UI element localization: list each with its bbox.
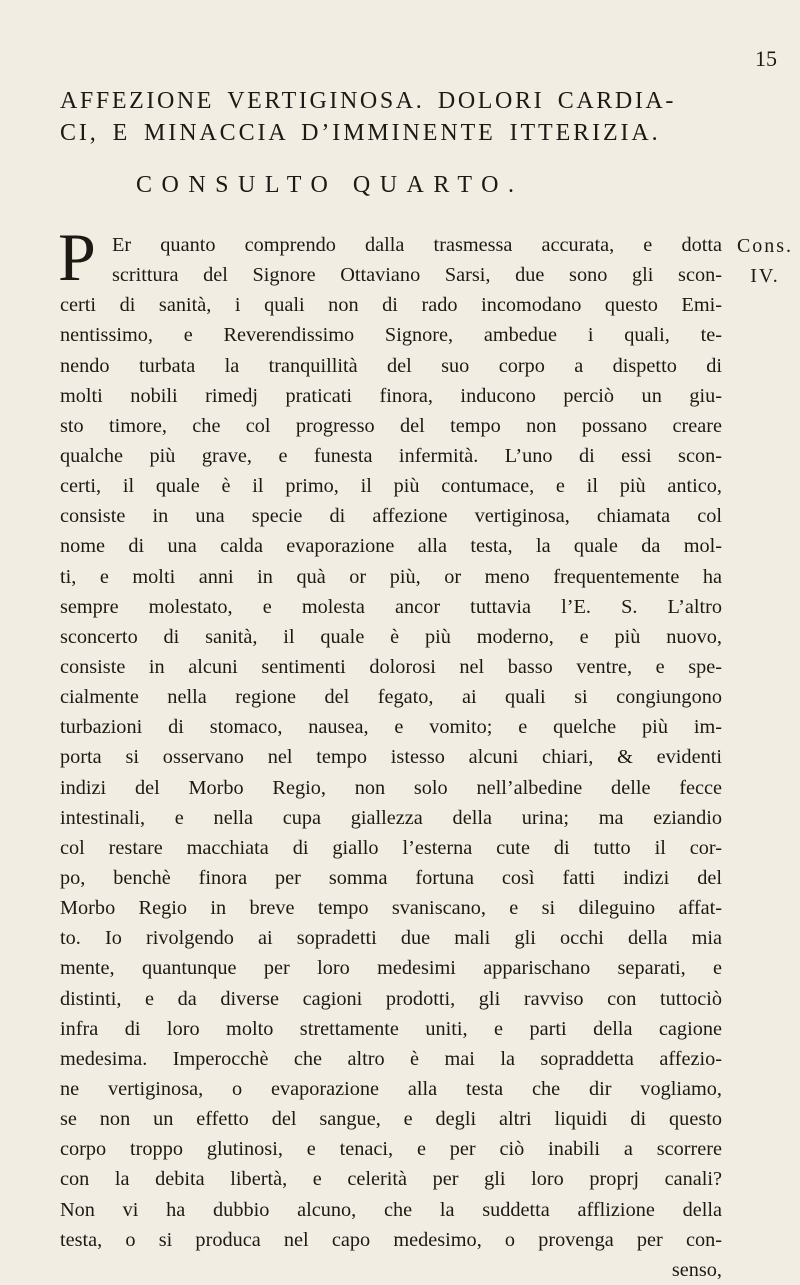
body-text [60, 230, 722, 1285]
body-line: Er quanto comprendo dalla trasmessa accurata, e dotta [112, 234, 722, 256]
body-line: certi, il quale è il primo, il più contumace, e il più antico, [60, 475, 722, 498]
body-line: se non un effetto del sangue, e degli altri liquidi di questo [60, 1108, 722, 1131]
body-line: indizi del Morbo Regio, non solo nell’albedine delle fecce [60, 776, 722, 799]
body-line: sempre molestato, e molesta ancor tuttavia l’E. S. L’altro [60, 595, 722, 618]
body-line: consiste in una specie di affezione vertiginosa, chiamata col [60, 505, 722, 528]
body-line: mente, quantunque per loro medesimi apparischano separati, e [60, 957, 722, 980]
body-line: sto timore, che col progresso del tempo non possano creare [60, 414, 722, 437]
body-line: scrittura del Signore Ottaviano Sarsi, due sono gli scon- [112, 264, 722, 287]
body-line: con la debita libertà, e celerità per gli loro proprj canali? [60, 1168, 722, 1191]
drop-cap: P [58, 219, 96, 295]
body-line: cialmente nella regione del fegato, ai quali si congiungono [60, 686, 722, 709]
section-heading-line-2: CI, E MINACCIA D’IMMINENTE ITTERIZIA. [60, 120, 661, 146]
body-line: nentissimo, e Reverendissimo Signore, ambedue i quali, te- [60, 324, 722, 347]
body-line: nome di una calda evaporazione alla testa, la quale da mol- [60, 535, 722, 558]
body-line: to. Io rivolgendo ai sopradetti due mali gli occhi della mia [60, 927, 722, 950]
margin-note-line-1: Cons. [736, 235, 794, 257]
body-line: col restare macchiata di giallo l’esterna cute di tutto il cor- [60, 836, 722, 859]
body-line: molti nobili rimedj praticati finora, inducono perciò un giu- [60, 384, 722, 407]
body-line: ne vertiginosa, o evaporazione alla testa che dir vogliamo, [60, 1077, 722, 1100]
body-line: Non vi ha dubbio alcuno, che la suddetta afflizione della [60, 1198, 722, 1221]
body-line: turbazioni di stomaco, nausea, e vomito; e quelche più im- [60, 716, 722, 739]
body-line: ti, e molti anni in quà or più, or meno frequentemente ha [60, 565, 722, 588]
body-line: infra di loro molto strettamente uniti, e parti della cagione [60, 1017, 722, 1040]
body-line: sconcerto di sanità, il quale è più moderno, e più nuovo, [60, 625, 722, 648]
body-line: nendo turbata la tranquillità del suo corpo a dispetto di [60, 354, 722, 377]
section-heading-line-1: AFFEZIONE VERTIGINOSA. DOLORI CARDIA- [60, 88, 676, 114]
body-line: medesima. Imperocchè che altro è mai la sopraddetta affezio- [60, 1047, 722, 1070]
body-line: senso, [671, 1258, 722, 1281]
page-number: 15 [755, 46, 777, 71]
body-line: porta si osservano nel tempo istesso alcuni chiari, & evidenti [60, 746, 722, 769]
consult-title: CONSULTO QUARTO. [136, 172, 524, 198]
body-line: po, benchè finora per somma fortuna così fatti indizi del [60, 866, 722, 889]
body-line: consiste in alcuni sentimenti dolorosi nel basso ventre, e spe- [60, 655, 722, 678]
body-line: distinti, e da diverse cagioni prodotti, gli ravviso con tuttociò [60, 987, 722, 1010]
body-line: certi di sanità, i quali non di rado incomodano questo Emi- [60, 294, 722, 317]
body-line: testa, o si produca nel capo medesimo, o provenga per con- [60, 1228, 722, 1251]
margin-note-line-2: IV. [750, 265, 780, 287]
body-line: intestinali, e nella cupa giallezza della urina; ma eziandio [60, 806, 722, 829]
body-line: Morbo Regio in breve tempo svaniscano, e si dileguino affat- [60, 897, 722, 920]
margin-note [735, 231, 795, 291]
body-line: qualche più grave, e funesta infermità. L’uno di essi scon- [60, 444, 722, 467]
body-line: corpo troppo glutinosi, e tenaci, e per ciò inabili a scorrere [60, 1138, 722, 1161]
